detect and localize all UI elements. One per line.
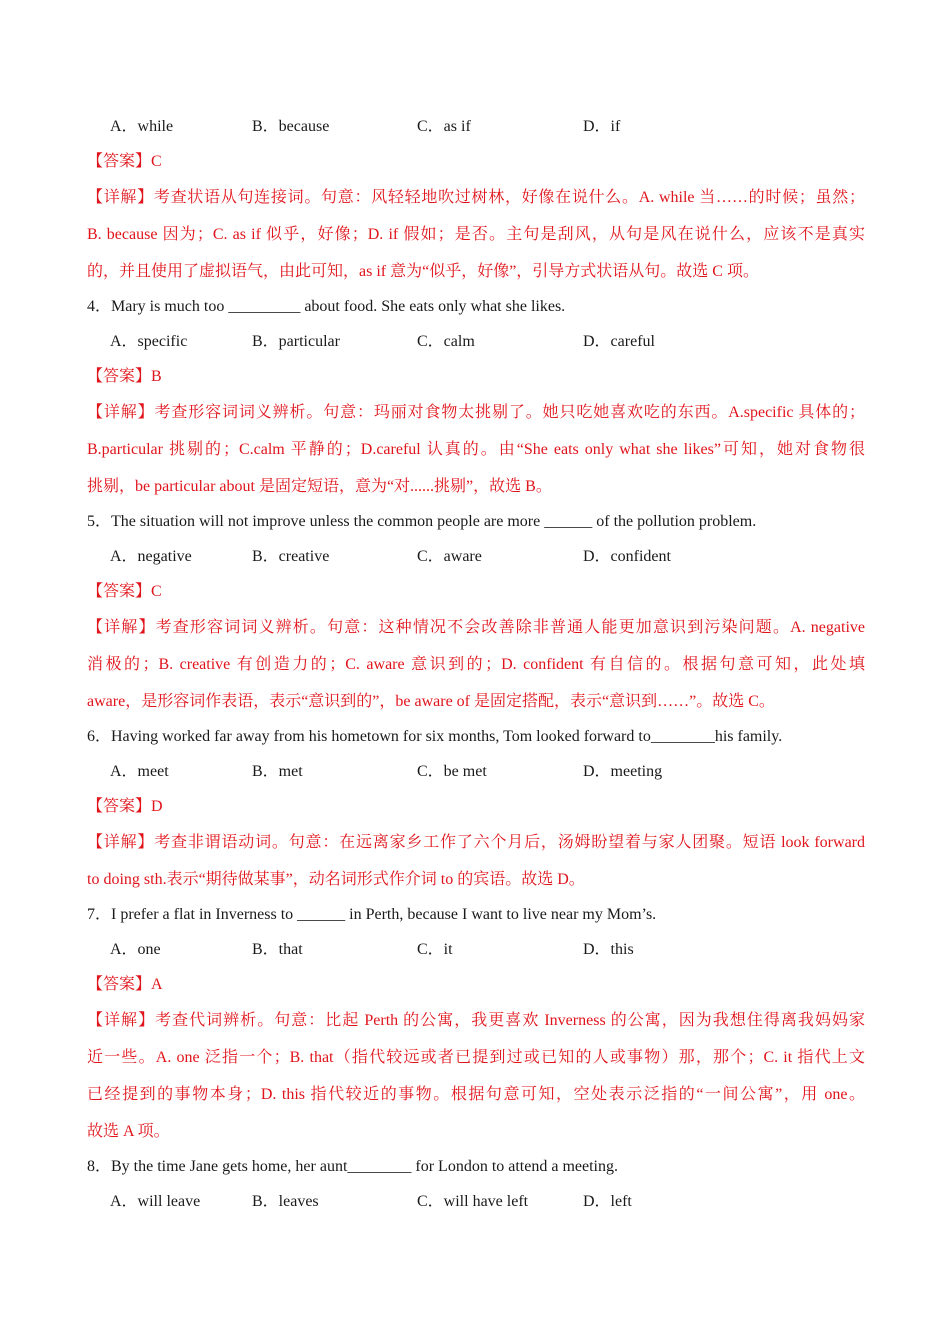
q5-answer: 【答案】C [87, 583, 162, 600]
q8-options [110, 1191, 870, 1213]
q6-option-c: C．be met [417, 763, 487, 780]
q6-question: 6．Having worked far away from his hometown for six months, Tom looked forward to________his family. [87, 728, 783, 745]
q3-option-a: A．while [110, 118, 174, 135]
q7-option-a: A．one [110, 941, 161, 958]
q7-detail-line-2: 近一些。A. one 泛指一个；B. that（指代较远或者已提到过或已知的人或事物）那，那个；C. it 指代上文 [87, 1049, 865, 1066]
q4-option-d: D．careful [583, 333, 655, 350]
q4-detail-line-1: 【详解】考查形容词词义辨析。句意：玛丽对食物太挑剔了。她只吃她喜欢吃的东西。A.specific 具体的； [87, 404, 865, 421]
q3-option-b: B．because [252, 118, 330, 135]
q7-option-c: C．it [417, 941, 453, 958]
q5-option-b: B．creative [252, 548, 330, 565]
q8-option-b: B．leaves [252, 1193, 319, 1210]
q3-detail-line-1: 【详解】考查状语从句连接词。句意：风轻轻地吹过树林，好像在说什么。A. while 当……的时候；虽然； [87, 189, 865, 206]
q7-answer: 【答案】A [87, 976, 163, 993]
q4-question: 4．Mary is much too _________ about food. She eats only what she likes. [87, 298, 566, 315]
q5-option-d: D．confident [583, 548, 671, 565]
q4-detail-line-3: 挑剔，be particular about 是固定短语，意为“对......挑剔”，故选 B。 [87, 478, 552, 495]
q7-detail-line-4: 故选 A 项。 [87, 1123, 170, 1140]
q8-option-c: C．will have left [417, 1193, 529, 1210]
q5-detail-line-2: 消极的；B. creative 有创造力的；C. aware 意识到的；D. confident 有自信的。根据句意可知，此处填 [87, 656, 865, 673]
q5-question: 5．The situation will not improve unless the common people are more ______ of the pollution problem. [87, 513, 757, 530]
q6-option-a: A．meet [110, 763, 169, 780]
q6-answer: 【答案】D [87, 798, 163, 815]
q6-option-b: B．met [252, 763, 303, 780]
q4-detail-line-2: B.particular 挑剔的；C.calm 平静的；D.careful 认真的。由“She eats only what she likes”可知，她对食物很 [87, 441, 865, 458]
q4-option-b: B．particular [252, 333, 340, 350]
q4-options [110, 331, 870, 353]
q3-answer: 【答案】C [87, 153, 162, 170]
q7-question: 7．I prefer a flat in Inverness to ______ in Perth, because I want to live near my Mom’s. [87, 906, 657, 923]
q6-detail-line-1: 【详解】考查非谓语动词。句意：在远离家乡工作了六个月后，汤姆盼望着与家人团聚。短语 look forward [87, 834, 865, 851]
q3-detail-line-2: B. because 因为；C. as if 似乎，好像；D. if 假如；是否。主句是刮风，从句是风在说什么，应该不是真实 [87, 226, 865, 243]
q4-option-a: A．specific [110, 333, 188, 350]
q3-option-d: D．if [583, 118, 621, 135]
q7-detail-line-1: 【详解】考查代词辨析。句意：比起 Perth 的公寓，我更喜欢 Inverness 的公寓，因为我想住得离我妈妈家 [87, 1012, 865, 1029]
q8-option-a: A．will leave [110, 1193, 201, 1210]
q5-option-a: A．negative [110, 548, 192, 565]
q6-option-d: D．meeting [583, 763, 663, 780]
q7-option-b: B．that [252, 941, 303, 958]
q3-option-c: C．as if [417, 118, 471, 135]
q5-options [110, 546, 870, 568]
q7-detail-line-3: 已经提到的事物本身；D. this 指代较近的事物。根据句意可知，空处表示泛指的“一间公寓”，用 one。 [87, 1086, 865, 1103]
q3-detail-line-3: 的，并且使用了虚拟语气，由此可知，as if 意为“似乎，好像”，引导方式状语从句。故选 C 项。 [87, 263, 759, 280]
q6-detail-line-2: to doing sth.表示“期待做某事”，动名词形式作介词 to 的宾语。故选 D。 [87, 871, 585, 888]
q8-question: 8．By the time Jane gets home, her aunt________ for London to attend a meeting. [87, 1158, 618, 1175]
q7-option-d: D．this [583, 941, 634, 958]
q7-options [110, 939, 870, 961]
q5-option-c: C．aware [417, 548, 482, 565]
q8-option-d: D．left [583, 1193, 632, 1210]
q5-detail-line-3: aware，是形容词作表语，表示“意识到的”，be aware of 是固定搭配，表示“意识到……”。故选 C。 [87, 693, 775, 710]
q3-options [110, 116, 870, 138]
q6-options [110, 761, 870, 783]
q4-option-c: C．calm [417, 333, 475, 350]
q5-detail-line-1: 【详解】考查形容词词义辨析。句意：这种情况不会改善除非普通人能更加意识到污染问题。A. negative [87, 619, 865, 636]
q4-answer: 【答案】B [87, 368, 162, 385]
